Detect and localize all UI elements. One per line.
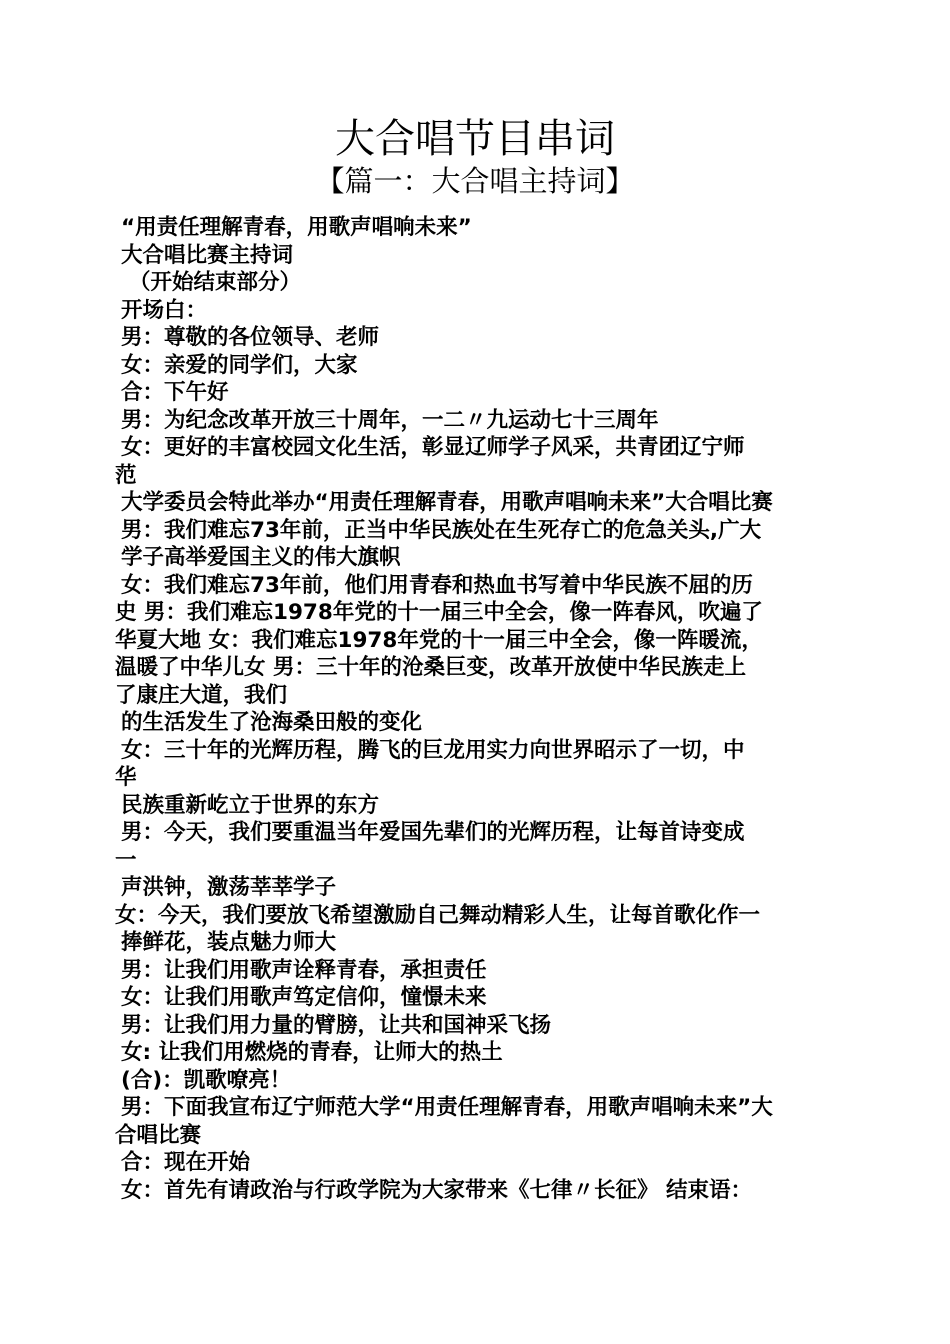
text-line: 一 xyxy=(115,847,137,873)
text-line: 女：让我们用歌声笃定信仰，憧憬未来 xyxy=(121,985,487,1010)
text-line: 男：尊敬的各位领导、老师 xyxy=(121,325,380,350)
text-line: 男：为纪念改革开放三十周年，一二〃九运动七十三周年 xyxy=(121,407,659,433)
text-line: “用责任理解青春，用歌声唱响未来” xyxy=(121,215,472,240)
document-body xyxy=(115,214,840,1204)
document-title: 大合唱节目串词 xyxy=(335,116,615,162)
text-line: 范 xyxy=(115,462,137,488)
text-line: 女：今天，我们要放飞希望激励自己舞动精彩人生，让每首歌化作一 xyxy=(115,902,761,928)
text-line: 开场白： xyxy=(121,297,208,323)
text-line: 女：首先有请政治与行政学院为大家带来《七律〃长征》 结束语： xyxy=(121,1177,752,1203)
text-line: 女: 让我们用燃烧的青春，让师大的热土 xyxy=(121,1040,503,1065)
text-line: 捧鲜花，装点魅力师大 xyxy=(121,930,337,955)
document-subtitle: 【篇一：大合唱主持词】 xyxy=(315,164,635,198)
text-line: 大合唱比赛主持词 xyxy=(121,242,294,268)
text-line: 的生活发生了沧海桑田般的变化 xyxy=(121,710,423,735)
text-line: 女：亲爱的同学们，大家 xyxy=(121,352,358,378)
text-line: 男：我们难忘73年前，正当中华民族处在生死存亡的危急关头,广大 xyxy=(121,517,762,543)
text-line: 合：现在开始 xyxy=(121,1150,251,1175)
text-line: 了康庄大道，我们 xyxy=(115,682,288,708)
text-line: 大学委员会特此举办“用责任理解青春，用歌声唱响未来”大合唱比赛 xyxy=(121,490,773,515)
text-line: 女：三十年的光辉历程，腾飞的巨龙用实力向世界昭示了一切，中 xyxy=(121,737,745,763)
text-line: 学子高举爱国主义的伟大旗帜 xyxy=(121,545,401,570)
text-line: 温暖了中华儿女 男：三十年的沧桑巨变，改革开放使中华民族走上 xyxy=(115,655,746,680)
text-line: 男：今天，我们要重温当年爱国先辈们的光辉历程，让每首诗变成 xyxy=(121,820,745,845)
text-line: （开始结束部分） xyxy=(129,270,302,295)
text-line: 男：让我们用力量的臂膀，让共和国神采飞扬 xyxy=(121,1012,552,1038)
text-line: 女：更好的丰富校园文化生活，彰显辽师学子风采，共青团辽宁师 xyxy=(121,435,745,460)
text-line: 声洪钟，激荡莘莘学子 xyxy=(121,875,337,900)
text-line: 男：下面我宣布辽宁师范大学“用责任理解青春，用歌声唱响未来”大 xyxy=(121,1095,773,1120)
text-line: 民族重新屹立于世界的东方 xyxy=(121,792,380,818)
text-line: 合唱比赛 xyxy=(115,1122,202,1148)
text-line: 华 xyxy=(115,765,137,790)
text-line: 男：让我们用歌声诠释青春，承担责任 xyxy=(121,957,487,983)
text-line: 合：下午好 xyxy=(121,380,229,405)
text-line: 史 男：我们难忘1978年党的十一届三中全会，像一阵春风，吹遍了 xyxy=(115,600,763,625)
text-line: 女：我们难忘73年前，他们用青春和热血书写着中华民族不屈的历 xyxy=(121,572,753,598)
text-line: 华夏大地 女：我们难忘1978年党的十一届三中全会，像一阵暖流， xyxy=(115,627,763,653)
text-line: (合)：凯歌嘹亮！ xyxy=(121,1067,292,1093)
